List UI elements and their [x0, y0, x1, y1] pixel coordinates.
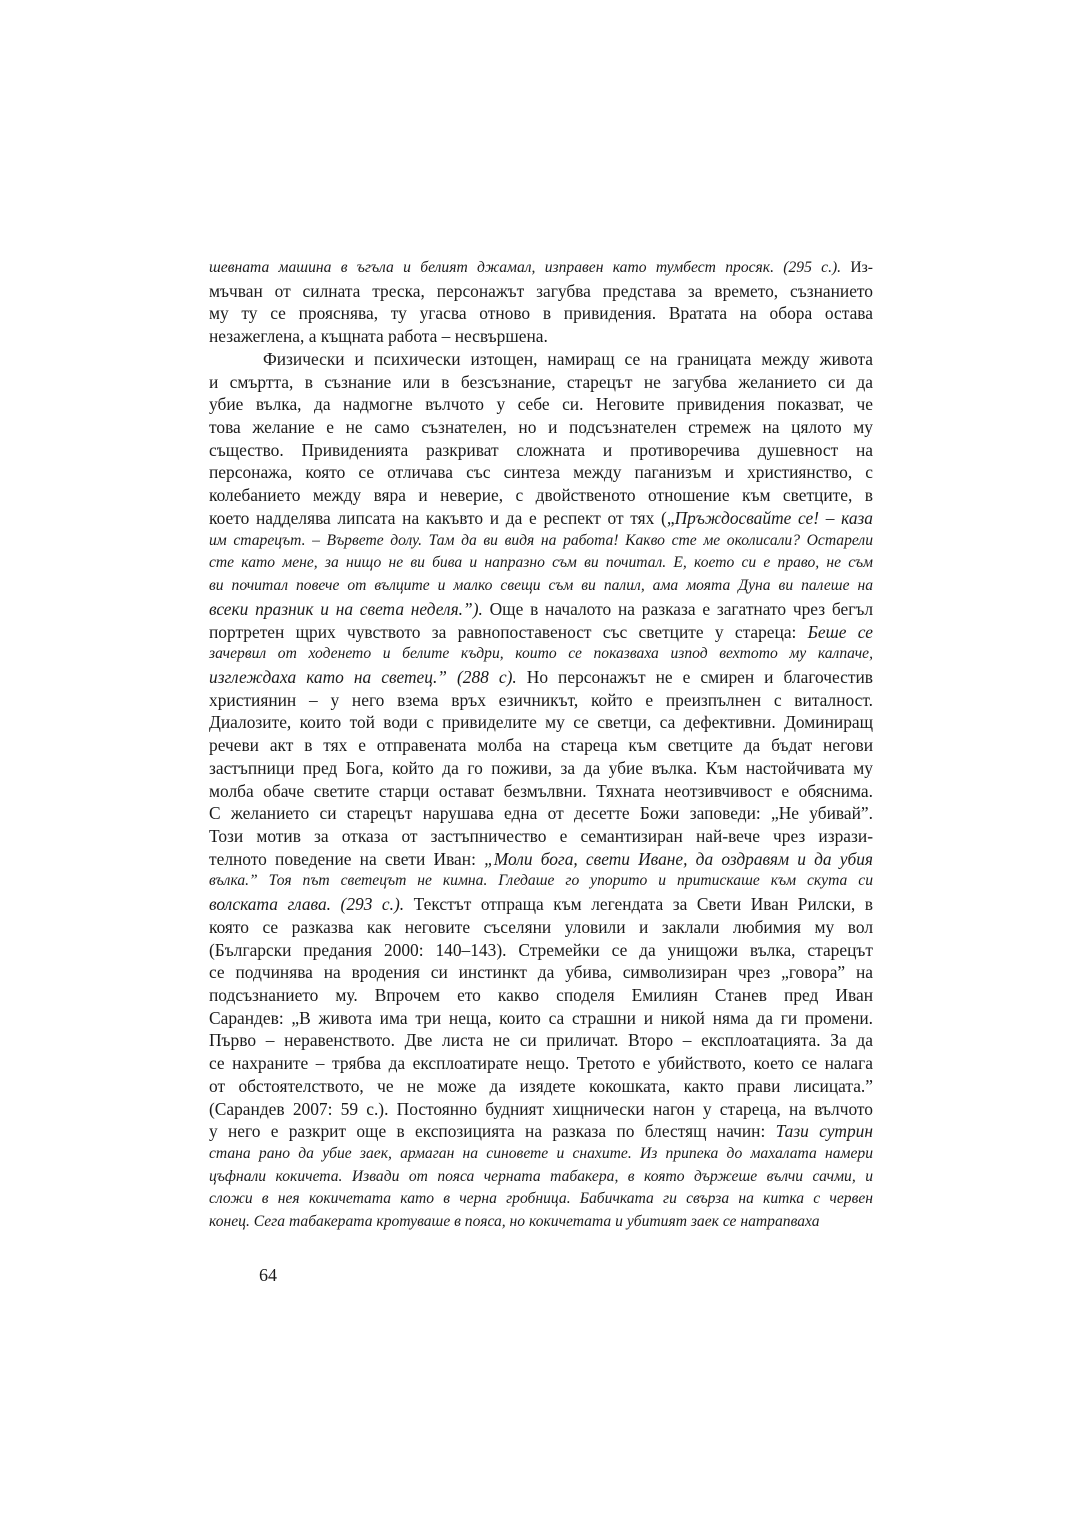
text-line [209, 802, 873, 825]
text-line [209, 439, 873, 462]
text-segment: Но персонажът не е смирен и благочестив [516, 666, 873, 687]
text-segment: телното поведение на свети Иван: [209, 848, 485, 869]
text-segment: Този мотив за отказа от застъпничество е семантизиран най-вече чрез изрази- [209, 825, 873, 846]
text-line [209, 1098, 873, 1121]
text-line [209, 1029, 873, 1052]
italic-quote-segment: сте като мене, за нищо не ви бива и напразно съм ви почитал. Е, което си е право, не съм [209, 554, 873, 572]
italic-quote-segment: изглеждаха като на светец.” (288 с). [209, 666, 517, 687]
italic-quote-segment: конец. Сега табакерата кротуваше в пояса, но кокичетата и убитият заек се натрапваха [209, 1213, 820, 1231]
text-line [209, 780, 873, 803]
text-line [209, 598, 873, 621]
text-line [209, 893, 873, 916]
text-line [209, 666, 873, 689]
text-line [209, 507, 873, 530]
text-segment: (Сарандев 2007: 59 с.). Постоянно будният хищнически нагон у стареца, на вълчото [209, 1098, 873, 1119]
italic-quote-segment: Тази сутрин [775, 1121, 873, 1142]
text-segment: Диалозите, които той води с привиделите му се светци, са дефективни. Доминиращ [209, 712, 873, 733]
text-segment: му ту се прояснява, ту угасва отново в привидения. Вратата на обора остава [209, 303, 873, 324]
text-line [209, 1166, 873, 1189]
text-line [209, 484, 873, 507]
text-line [209, 916, 873, 939]
text-segment: молба обаче светите старци остават безмълвни. Тяхната неотзивчивост е обяснима. [209, 780, 873, 801]
text-line [209, 552, 873, 575]
body-text [209, 257, 873, 1234]
text-line [209, 848, 873, 871]
text-segment: персонажа, която се отличава със синтеза между паганизъм и християнство, с [209, 462, 873, 483]
italic-quote-segment: всеки празник и на света неделя.”). [209, 598, 483, 619]
text-line [209, 984, 873, 1007]
text-segment: портретен щрих чувството за равнопоставеност със светците у стареца: [209, 621, 808, 642]
text-segment: убие вълка, да надмогне вълчото у себе си. Неговите привидения показват, че [209, 394, 873, 415]
text-line [209, 825, 873, 848]
text-line [209, 257, 873, 280]
text-segment: у него е разкрит още в експозицията на разказа по блестящ начин: [209, 1121, 776, 1142]
text-segment: Още в началото на разказа е загатнато чрез бегъл [482, 598, 873, 619]
text-segment: и смъртта, в съзнание или в безсъзнание, старецът не загубва желанието си да [209, 371, 873, 392]
text-segment: Из- [841, 259, 873, 276]
text-line [209, 1052, 873, 1075]
italic-quote-segment: шевната машина в ъгъла и белият джамал, изправен като тумбест просяк. (295 с.). [209, 259, 842, 276]
text-segment: същество. Привиденията разкриват сложната и противоречива душевност на [209, 439, 873, 460]
italic-quote-segment: вълка.” Тоя път светецът не кимна. Гледаше го упорито и притискаше към скута си [209, 872, 873, 890]
text-segment: застъпници пред Бога, който да го поживи, за да убие вълка. Към настойчивата му [209, 757, 873, 778]
text-segment: това желание е не само съзнателен, но и подсъзнателен стремеж на цялото му [209, 417, 873, 438]
text-line [209, 371, 873, 394]
text-line [209, 734, 873, 757]
text-line [209, 575, 873, 598]
text-line [209, 1211, 873, 1234]
text-line [209, 621, 873, 644]
text-segment: речеви акт в тях е отправената молба на стареца към светците да бъдат негови [209, 735, 873, 756]
text-line [209, 1143, 873, 1166]
italic-quote-segment: стана рано да убие заек, армаган на синовете и снахите. Из припека до махалата намери [209, 1145, 873, 1163]
text-line [209, 711, 873, 734]
text-line [209, 1188, 873, 1211]
text-line [209, 1120, 873, 1143]
text-segment: колебанието между вяра и неверие, с двойственото отношение към светците, в [209, 485, 873, 506]
text-line [209, 1007, 873, 1030]
text-segment: Текстът отпраща към легендата за Свети Иван Рилски, в [404, 894, 874, 915]
italic-quote-segment: зачервил от ходенето и белите къдри, които се показваха изпод вехтото му калпаче, [209, 645, 873, 663]
text-line [209, 280, 873, 303]
italic-quote-segment: ви почитал повече от вълците и малко свещи съм ви палил, ама моята Дуна ви палеше на [209, 577, 873, 595]
text-line [209, 870, 873, 893]
text-line [209, 643, 873, 666]
text-segment: от обстоятелството, че не може да изядете кокошката, както прави лисицата.” [209, 1075, 873, 1096]
page-number: 64 [259, 1265, 277, 1285]
text-line [209, 416, 873, 439]
text-line [209, 348, 873, 371]
text-line [209, 302, 873, 325]
text-segment: С желанието си старецът нарушава една от десетте Божи заповеди: „Не убивай”. [209, 803, 873, 824]
italic-quote-segment: волската глава. (293 с.). [209, 894, 405, 915]
italic-quote-segment: им старецът. – Вървете долу. Там да ви видя на работа! Какво сте ме околисали? Остарели [209, 531, 873, 549]
text-line [209, 961, 873, 984]
text-segment: подсъзнанието му. Впрочем ето какво споделя Емилиян Станев пред Иван [209, 985, 873, 1005]
text-line [209, 757, 873, 780]
text-segment: (Български предания 2000: 140–143). Стремейки се да унищожи вълка, старецът [209, 939, 873, 960]
text-line [209, 1075, 873, 1098]
text-line [209, 939, 873, 962]
text-segment: която се разказва как неговите съселяни уловили и заклали любимия му вол [209, 916, 873, 937]
text-segment: Физически и психически изтощен, намиращ се на границата между живота [263, 348, 873, 369]
text-line [209, 325, 873, 348]
italic-quote-segment: Беше се [807, 621, 873, 642]
italic-quote-segment: цъфнали кокичета. Извади от пояса черната табакера, в която държеше вълчи сачми, и [209, 1167, 873, 1185]
text-segment: се подчинява на вродения си инстинкт да убива, символизиран чрез „говора” на [209, 962, 873, 983]
text-line [209, 530, 873, 553]
text-segment: мъчван от силната треска, персонажът загубва представа за времето, съзнанието [209, 280, 873, 301]
text-line [209, 689, 873, 712]
text-line [209, 461, 873, 484]
text-segment: Сарандев: „В живота има три неща, които са страшни и никой няма да ги промени. [209, 1007, 873, 1028]
text-line [209, 393, 873, 416]
italic-quote-segment: Пръждосвайте се! – каза [674, 507, 873, 528]
text-segment: се нахраните – трябва да експлоатирате нещо. Третото е убийството, което се налага [209, 1053, 873, 1074]
text-segment: християнин – у него взема връх езичникът, който е преизпълнен с виталност. [209, 689, 873, 710]
italic-quote-segment: сложи в нея кокичетата като в черна гробница. Бабичката ги свърза на китка с червен [209, 1190, 873, 1208]
text-segment: което надделява липсата на какъвто и да е респект от тях („ [209, 507, 675, 528]
text-segment: незажеглена, а къщната работа – несвършена. [209, 326, 548, 347]
italic-quote-segment: „Моли бога, свети Иване, да оздравям и да убия [484, 848, 873, 869]
text-segment: Първо – неравенството. Две листа не си приличат. Второ – експлоатацията. За да [209, 1030, 873, 1051]
